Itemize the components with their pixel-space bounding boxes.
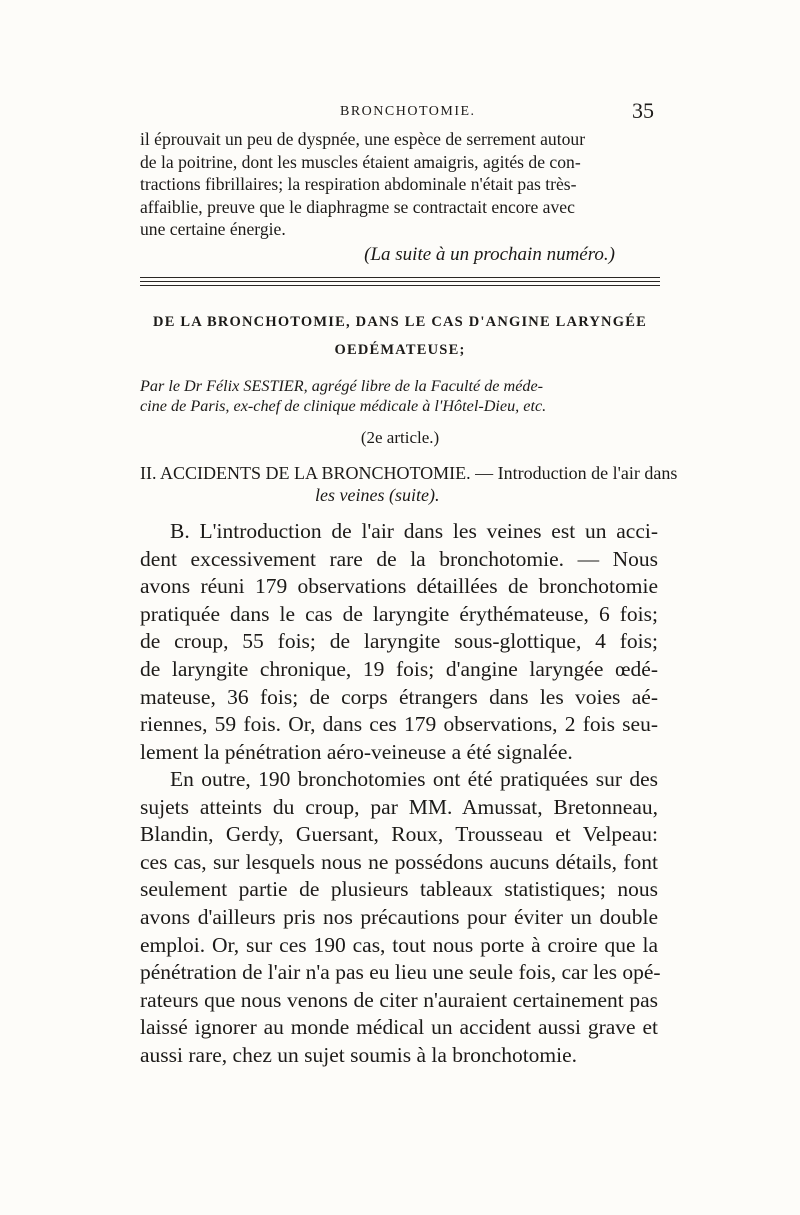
text-line: B. L'introduction de l'air dans les veines est un acci- bbox=[170, 519, 658, 543]
text-line: une certaine énergie. bbox=[140, 219, 286, 240]
byline-line: cine de Paris, ex-chef de clinique médicale à l'Hôtel-Dieu, etc. bbox=[140, 397, 547, 415]
article-number: (2e article.) bbox=[360, 428, 440, 447]
byline-line: Par le Dr Félix SESTIER, agrégé libre de la Faculté de méde- bbox=[140, 377, 544, 395]
text-line: Blandin, Gerdy, Guersant, Roux, Trousseau et Velpeau: bbox=[140, 822, 658, 847]
previous-article-ending bbox=[140, 128, 655, 241]
section-heading bbox=[140, 462, 678, 506]
text-line: avons réuni 179 observations détaillées de bronchotomie bbox=[140, 574, 658, 599]
body-paragraph-1 bbox=[140, 518, 658, 766]
text-line: affaiblie, preuve que le diaphragme se contractait encore avec bbox=[140, 196, 575, 217]
text-line: il éprouvait un peu de dyspnée, une espèce de serrement autour bbox=[140, 129, 586, 149]
text-line: pénétration de l'air n'a pas eu lieu une seule fois, car les opé- bbox=[140, 960, 661, 985]
continuation-note: (La suite à un prochain numéro.) bbox=[364, 244, 615, 265]
text-line: avons d'ailleurs pris nos précautions pour éviter un double bbox=[140, 904, 658, 929]
text-line: lement la pénétration aéro-veineuse a été signalée. bbox=[140, 739, 573, 764]
article-title-line1: DE LA BRONCHOTOMIE, DANS LE CAS D'ANGINE LARYNGÉE bbox=[153, 314, 647, 330]
text-line: de laryngite chronique, 19 fois; d'angine laryngée œdé- bbox=[140, 656, 658, 681]
byline bbox=[140, 376, 660, 416]
text-line: de croup, 55 fois; de laryngite sous-glottique, 4 fois; bbox=[140, 629, 658, 654]
section-heading-line: les veines (suite). bbox=[315, 485, 440, 505]
text-line: pratiquée dans le cas de laryngite érythémateuse, 6 fois; bbox=[140, 601, 658, 626]
text-line: de la poitrine, dont les muscles étaient amaigris, agités de con- bbox=[140, 151, 581, 172]
text-line: rateurs que nous venons de citer n'auraient certainement pas bbox=[140, 987, 658, 1012]
running-head bbox=[140, 98, 660, 128]
text-line: ces cas, sur lesquels nous ne possédons aucuns détails, font bbox=[140, 849, 658, 874]
article-title-line2: OEDÉMATEUSE; bbox=[334, 342, 466, 358]
text-line: dent excessivement rare de la bronchotomie. — Nous bbox=[140, 546, 658, 571]
text-line: tractions fibrillaires; la respiration abdominale n'était pas très- bbox=[140, 174, 577, 195]
running-title: BRONCHOTOMIE. bbox=[340, 104, 476, 119]
section-heading-line: II. ACCIDENTS DE LA BRONCHOTOMIE. — Introduction de l'air dans bbox=[140, 463, 678, 483]
text-line: emploi. Or, sur ces 190 cas, tout nous porte à croire que la bbox=[140, 932, 658, 957]
text-line: laissé ignorer au monde médical un accident aussi grave et bbox=[140, 1015, 658, 1040]
text-line: mateuse, 36 fois; de corps étrangers dans les voies aé- bbox=[140, 684, 658, 709]
text-line: aussi rare, chez un sujet soumis à la bronchotomie. bbox=[140, 1042, 578, 1067]
page-number: 35 bbox=[632, 98, 654, 123]
continuation-note-wrap bbox=[140, 244, 655, 270]
text-line: riennes, 59 fois. Or, dans ces 179 observations, 2 fois seu- bbox=[140, 712, 658, 737]
text-line: En outre, 190 bronchotomies ont été pratiquées sur des bbox=[170, 767, 658, 791]
text-line: sujets atteints du croup, par MM. Amussat, Bretonneau, bbox=[140, 794, 658, 819]
separator-rule bbox=[140, 277, 660, 289]
body-paragraph-2 bbox=[140, 766, 661, 1070]
text-line: seulement partie de plusieurs tableaux statistiques; nous bbox=[140, 877, 658, 902]
